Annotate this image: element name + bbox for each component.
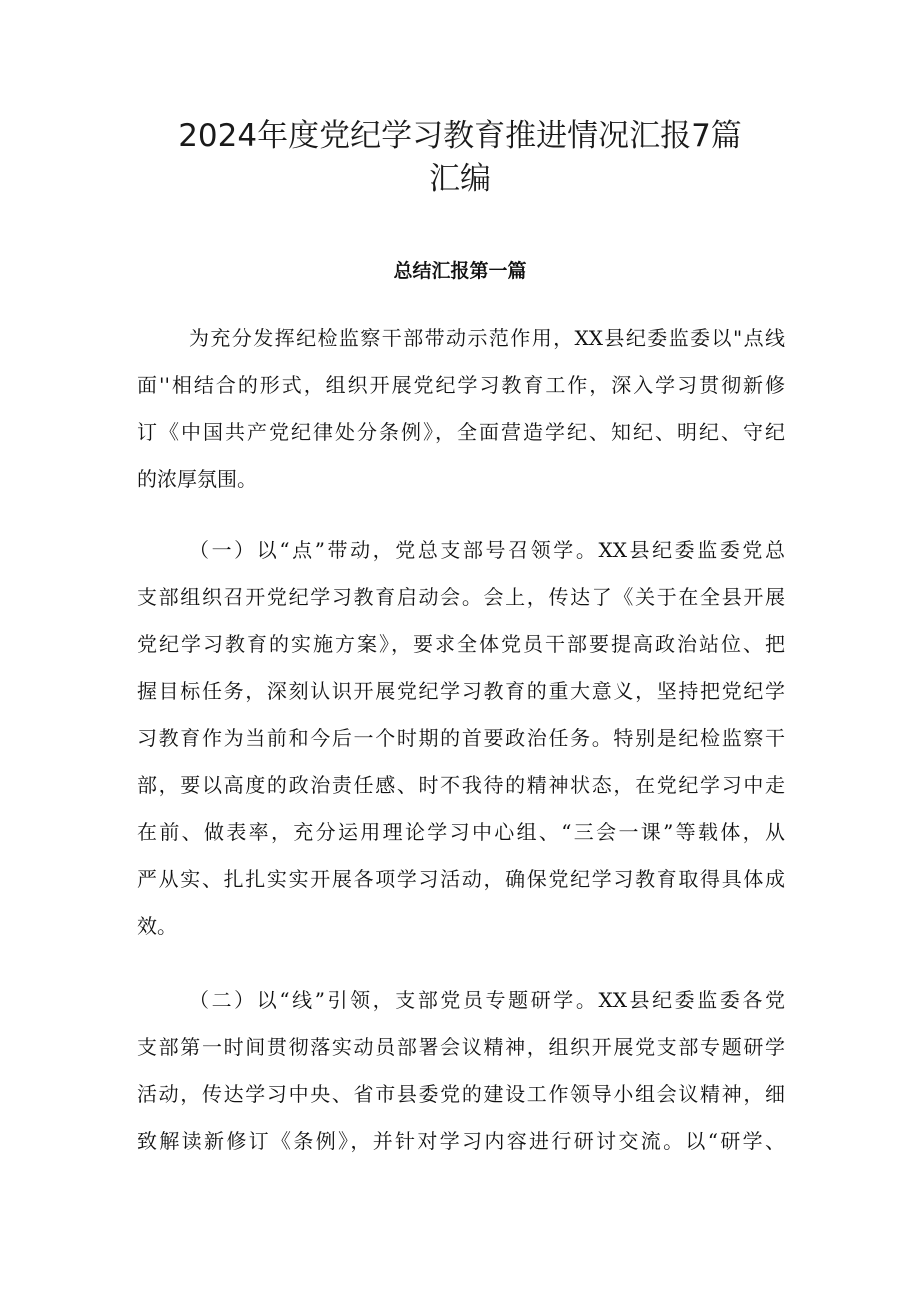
paragraph-line: 在前、做表率，充分运用理论学习中心组、“三会一课”等载体，从 <box>137 820 785 844</box>
paragraph-line: 效。 <box>137 914 177 938</box>
document-title-line-2: 汇编 <box>429 161 491 197</box>
document-title-line-1: 2024年度党纪学习教育推进情况汇报7篇 <box>178 118 742 154</box>
paragraph-line: 习教育作为当前和今后一个时期的首要政治任务。特别是纪检监察干 <box>137 726 785 750</box>
paragraph-line: 党纪学习教育的实施方案》，要求全体党员干部要提高政治站位、把 <box>137 632 785 656</box>
paragraph-line: 活动，传达学习中央、省市县委党的建设工作领导小组会议精神，细 <box>137 1082 785 1106</box>
paragraph-line: 支部第一时间贯彻落实动员部署会议精神，组织开展党支部专题研学 <box>137 1035 785 1059</box>
paragraph-line: 支部组织召开党纪学习教育启动会。会上，传达了《关于在全县开展 <box>137 585 785 609</box>
paragraph-line: 订《中国共产党纪律处分条例》，全面营造学纪、知纪、明纪、守纪 <box>137 420 785 444</box>
paragraph-line: 部，要以高度的政治责任感、时不我待的精神状态，在党纪学习中走 <box>137 773 785 797</box>
paragraph-line: 严从实、扎扎实实开展各项学习活动，确保党纪学习教育取得具体成 <box>137 867 785 891</box>
paragraph-line: 为充分发挥纪检监察干部带动示范作用，XX县纪委监委以"点线 <box>189 326 785 350</box>
paragraph-line: 的浓厚氛围。 <box>137 467 257 491</box>
paragraph-line: 握目标任务，深刻认识开展党纪学习教育的重大意义，坚持把党纪学 <box>137 679 785 703</box>
paragraph-line: （一）以“点”带动，党总支部号召领学。XX县纪委监委党总 <box>189 538 785 562</box>
paragraph-line: 面''相结合的形式，组织开展党纪学习教育工作，深入学习贯彻新修 <box>137 373 785 397</box>
paragraph-line: 致解读新修订《条例》，并针对学习内容进行研讨交流。以“研学、 <box>137 1129 785 1153</box>
section-heading: 总结汇报第一篇 <box>393 260 527 282</box>
paragraph-line: （二）以“线”引领，支部党员专题研学。XX县纪委监委各党 <box>189 988 785 1012</box>
